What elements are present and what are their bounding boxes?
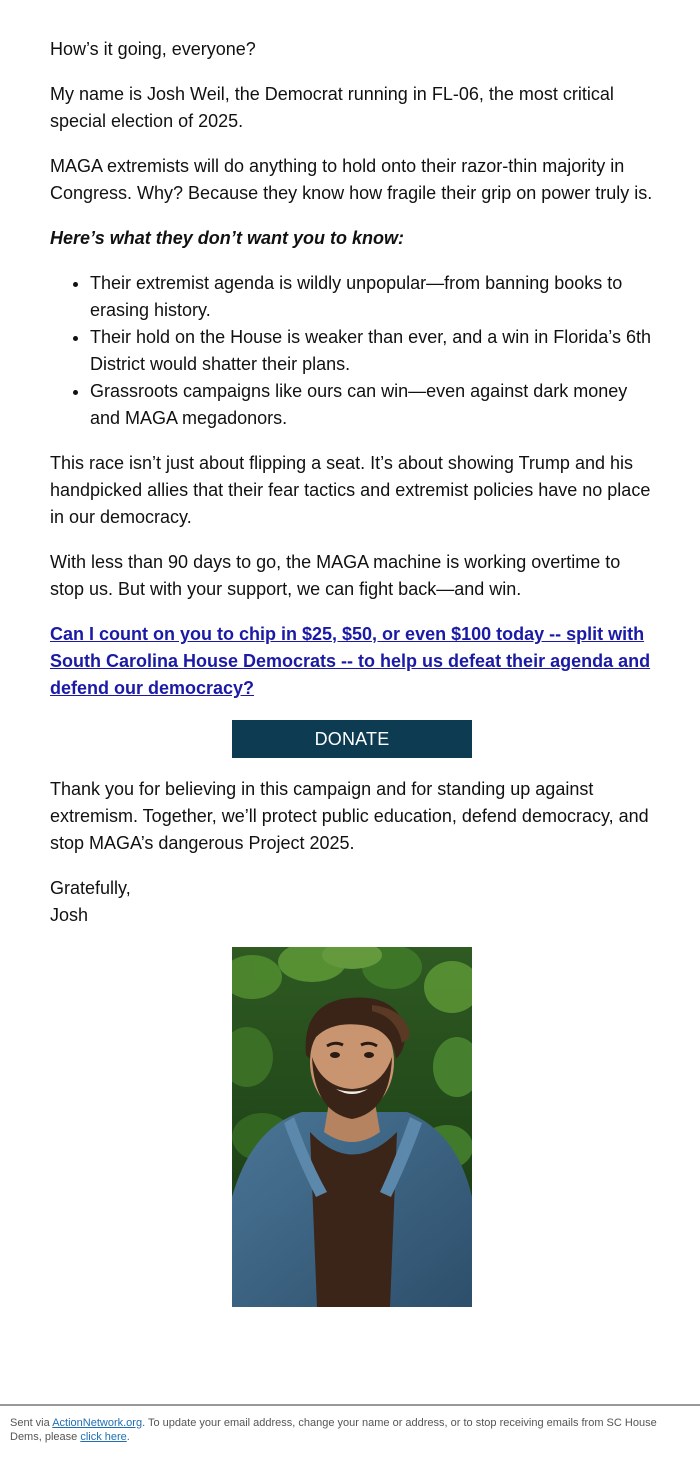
footer: [0, 1404, 700, 1473]
days-paragraph: With less than 90 days to go, the MAGA machine is working overtime to stop us. But with your support, we can fight back—and win.: [50, 552, 621, 599]
email-body: [50, 36, 654, 1307]
list-item: • Their hold on the House is weaker than ever, and a win in Florida’s 6th District would shatter their plans.: [90, 324, 654, 378]
footer-suffix: .: [126, 1431, 130, 1443]
signoff-block: [50, 875, 654, 929]
greeting: How’s it going, everyone?: [50, 39, 256, 59]
candidate-photo: [232, 947, 472, 1307]
photo-wrapper: [50, 947, 654, 1307]
intro-paragraph: My name is Josh Weil, the Democrat running in FL-06, the most critical special election of 2025.: [50, 84, 614, 131]
bullet-list: [50, 270, 654, 432]
actionnetwork-link[interactable]: ActionNetwork.org: [52, 1417, 143, 1429]
list-item: • Their extremist agenda is wildly unpopular—from banning books to erasing history.: [90, 270, 654, 324]
maga-paragraph: MAGA extremists will do anything to hold onto their razor-thin majority in Congress. Why? Because they know how fragile their grip on power truly is.: [50, 156, 653, 203]
footer-middle: . To update your email address, change your name or address, or to stop receiving emails from SC House Dems, please: [10, 1417, 657, 1443]
donate-wrapper: [50, 720, 654, 758]
thanks-paragraph: Thank you for believing in this campaign and for standing up against extremism. Together, we’ll protect public education, defend democracy, and stop MAGA’s dangerous Project 2025.: [50, 779, 649, 853]
list-item: • Grassroots campaigns like ours can win—even against dark money and MAGA megadonors.: [90, 378, 654, 432]
footer-prefix: Sent via: [10, 1417, 53, 1429]
signature: Josh: [50, 905, 89, 925]
footer-text: [0, 1406, 700, 1444]
section-heading: Here’s what they don’t want you to know:: [50, 228, 405, 248]
chip-in-link[interactable]: Can I count on you to chip in $25, $50, or even $100 today -- split with South Carolina House Democrats -- to help us defeat their agenda and defend our democracy?: [50, 624, 651, 698]
cta-paragraph: [50, 621, 654, 702]
signoff: Gratefully,: [50, 878, 131, 898]
donate-button[interactable]: DONATE: [232, 720, 472, 758]
race-paragraph: This race isn’t just about flipping a seat. It’s about showing Trump and his handpicked allies that their fear tactics and extremist policies have no place in our democracy.: [50, 453, 651, 527]
click-here-link[interactable]: click here: [80, 1431, 127, 1443]
